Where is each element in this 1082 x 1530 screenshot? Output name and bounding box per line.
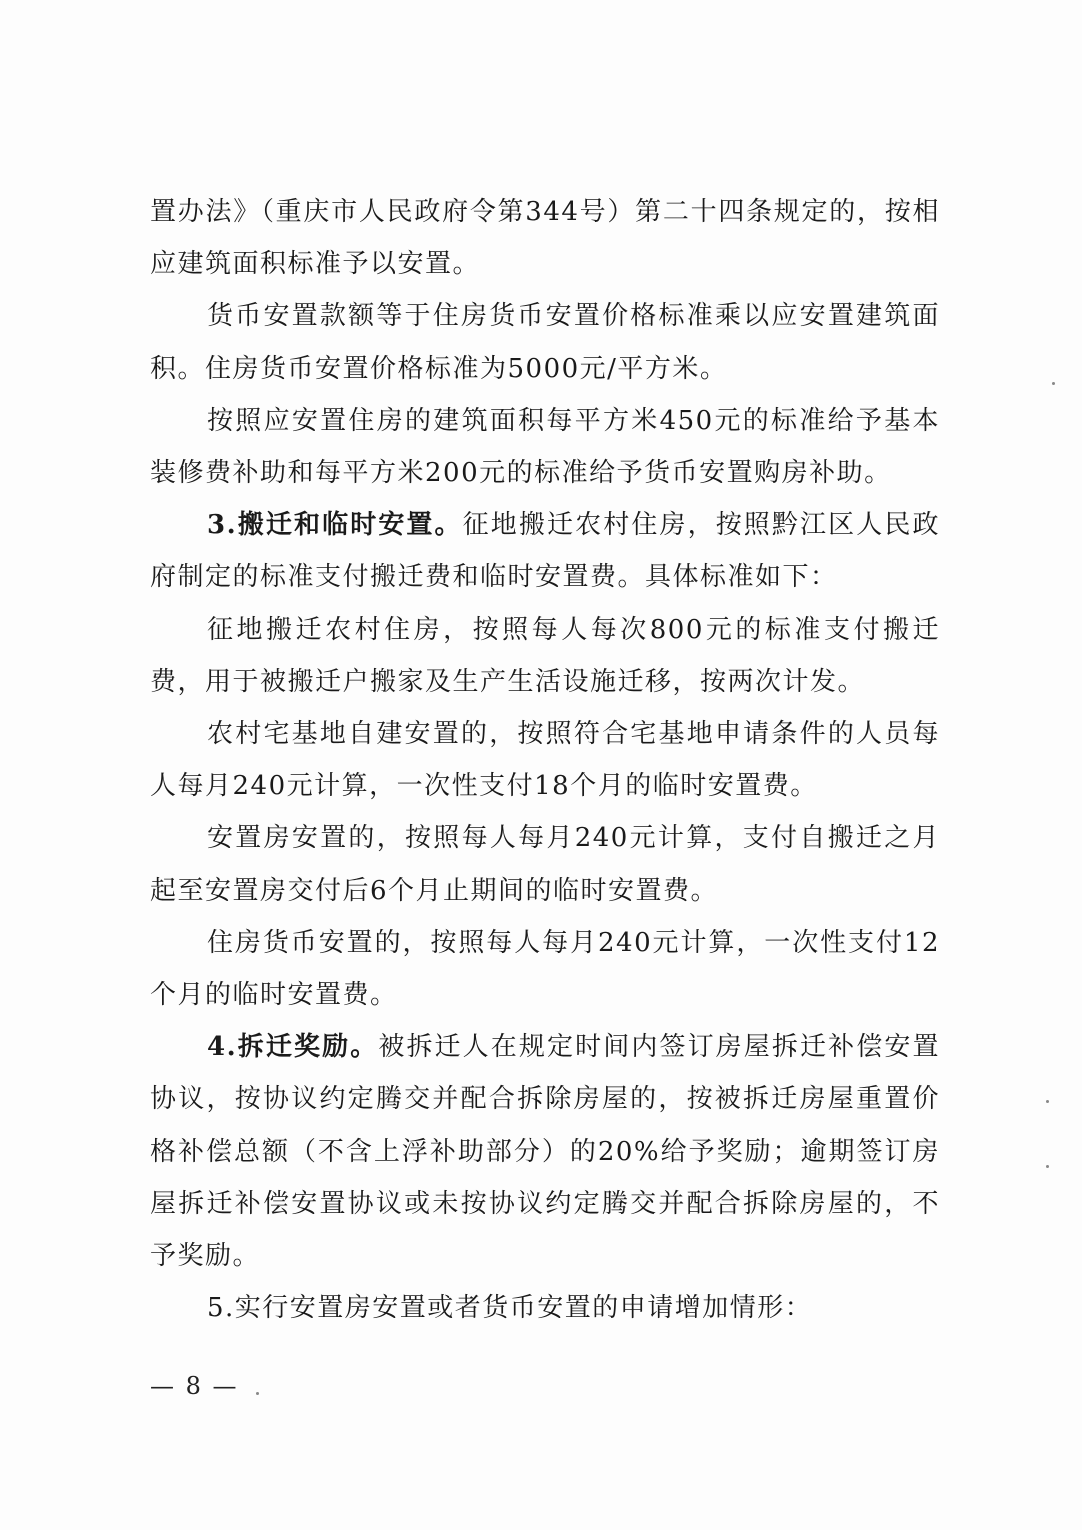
- paragraph-1-text: 置办法》（重庆市人民政府令第344号）第二十四条规定的，按相应建筑面积标准予以安置。: [150, 197, 940, 280]
- paragraph-9-text: 被拆迁人在规定时间内签订房屋拆迁补偿安置协议，按协议约定腾交并配合拆除房屋的，按被拆迁房屋重置价格补偿总额（不含上浮补助部分）的20%给予奖励；逾期签订房屋拆迁补偿安置协议或未按协议约定腾交并配合拆除房屋的，不予奖励。: [150, 1032, 940, 1272]
- section-heading-reward: 4.拆迁奖励。: [207, 1032, 379, 1063]
- paragraph-6: [150, 708, 940, 812]
- paragraph-1: [150, 186, 940, 290]
- paragraph-2-text: 货币安置款额等于住房货币安置价格标准乘以应安置建筑面积。住房货币安置价格标准为5000元/平方米。: [150, 301, 940, 384]
- paragraph-5: [150, 604, 940, 708]
- scan-speck: [1046, 1165, 1049, 1168]
- document-body: [150, 186, 940, 1334]
- paragraph-5-text: 征地搬迁农村住房，按照每人每次800元的标准支付搬迁费，用于被搬迁户搬家及生产生活设施迁移，按两次计发。: [150, 614, 940, 697]
- paragraph-8-text: 住房货币安置的，按照每人每月240元计算，一次性支付12个月的临时安置费。: [150, 927, 940, 1011]
- paragraph-3: [150, 395, 940, 499]
- paragraph-4-text: 征地搬迁农村住房，按照黔江区人民政府制定的标准支付搬迁费和临时安置费。具体标准如下：: [150, 510, 940, 593]
- paragraph-4: [150, 499, 940, 603]
- paragraph-3-text: 按照应安置住房的建筑面积每平方米450元的标准给予基本装修费补助和每平方米200元的标准给予货币安置购房补助。: [150, 405, 940, 489]
- paragraph-6-text: 农村宅基地自建安置的，按照符合宅基地申请条件的人员每人每月240元计算，一次性支付18个月的临时安置费。: [150, 719, 940, 802]
- paragraph-7: [150, 812, 940, 916]
- scan-speck: [256, 1392, 259, 1395]
- page-number: — 8 —: [150, 1372, 239, 1400]
- paragraph-9: [150, 1021, 940, 1282]
- scan-speck: [1046, 1100, 1049, 1103]
- paragraph-7-text: 安置房安置的，按照每人每月240元计算，支付自搬迁之月起至安置房交付后6个月止期间的临时安置费。: [150, 823, 940, 906]
- paragraph-10: [150, 1282, 940, 1334]
- paragraph-2: [150, 290, 940, 394]
- paragraph-10-text: 5.实行安置房安置或者货币安置的申请增加情形：: [207, 1293, 813, 1324]
- paragraph-8: [150, 917, 940, 1021]
- section-heading-relocation: 3.搬迁和临时安置。: [207, 510, 463, 541]
- scan-speck: [1052, 382, 1055, 385]
